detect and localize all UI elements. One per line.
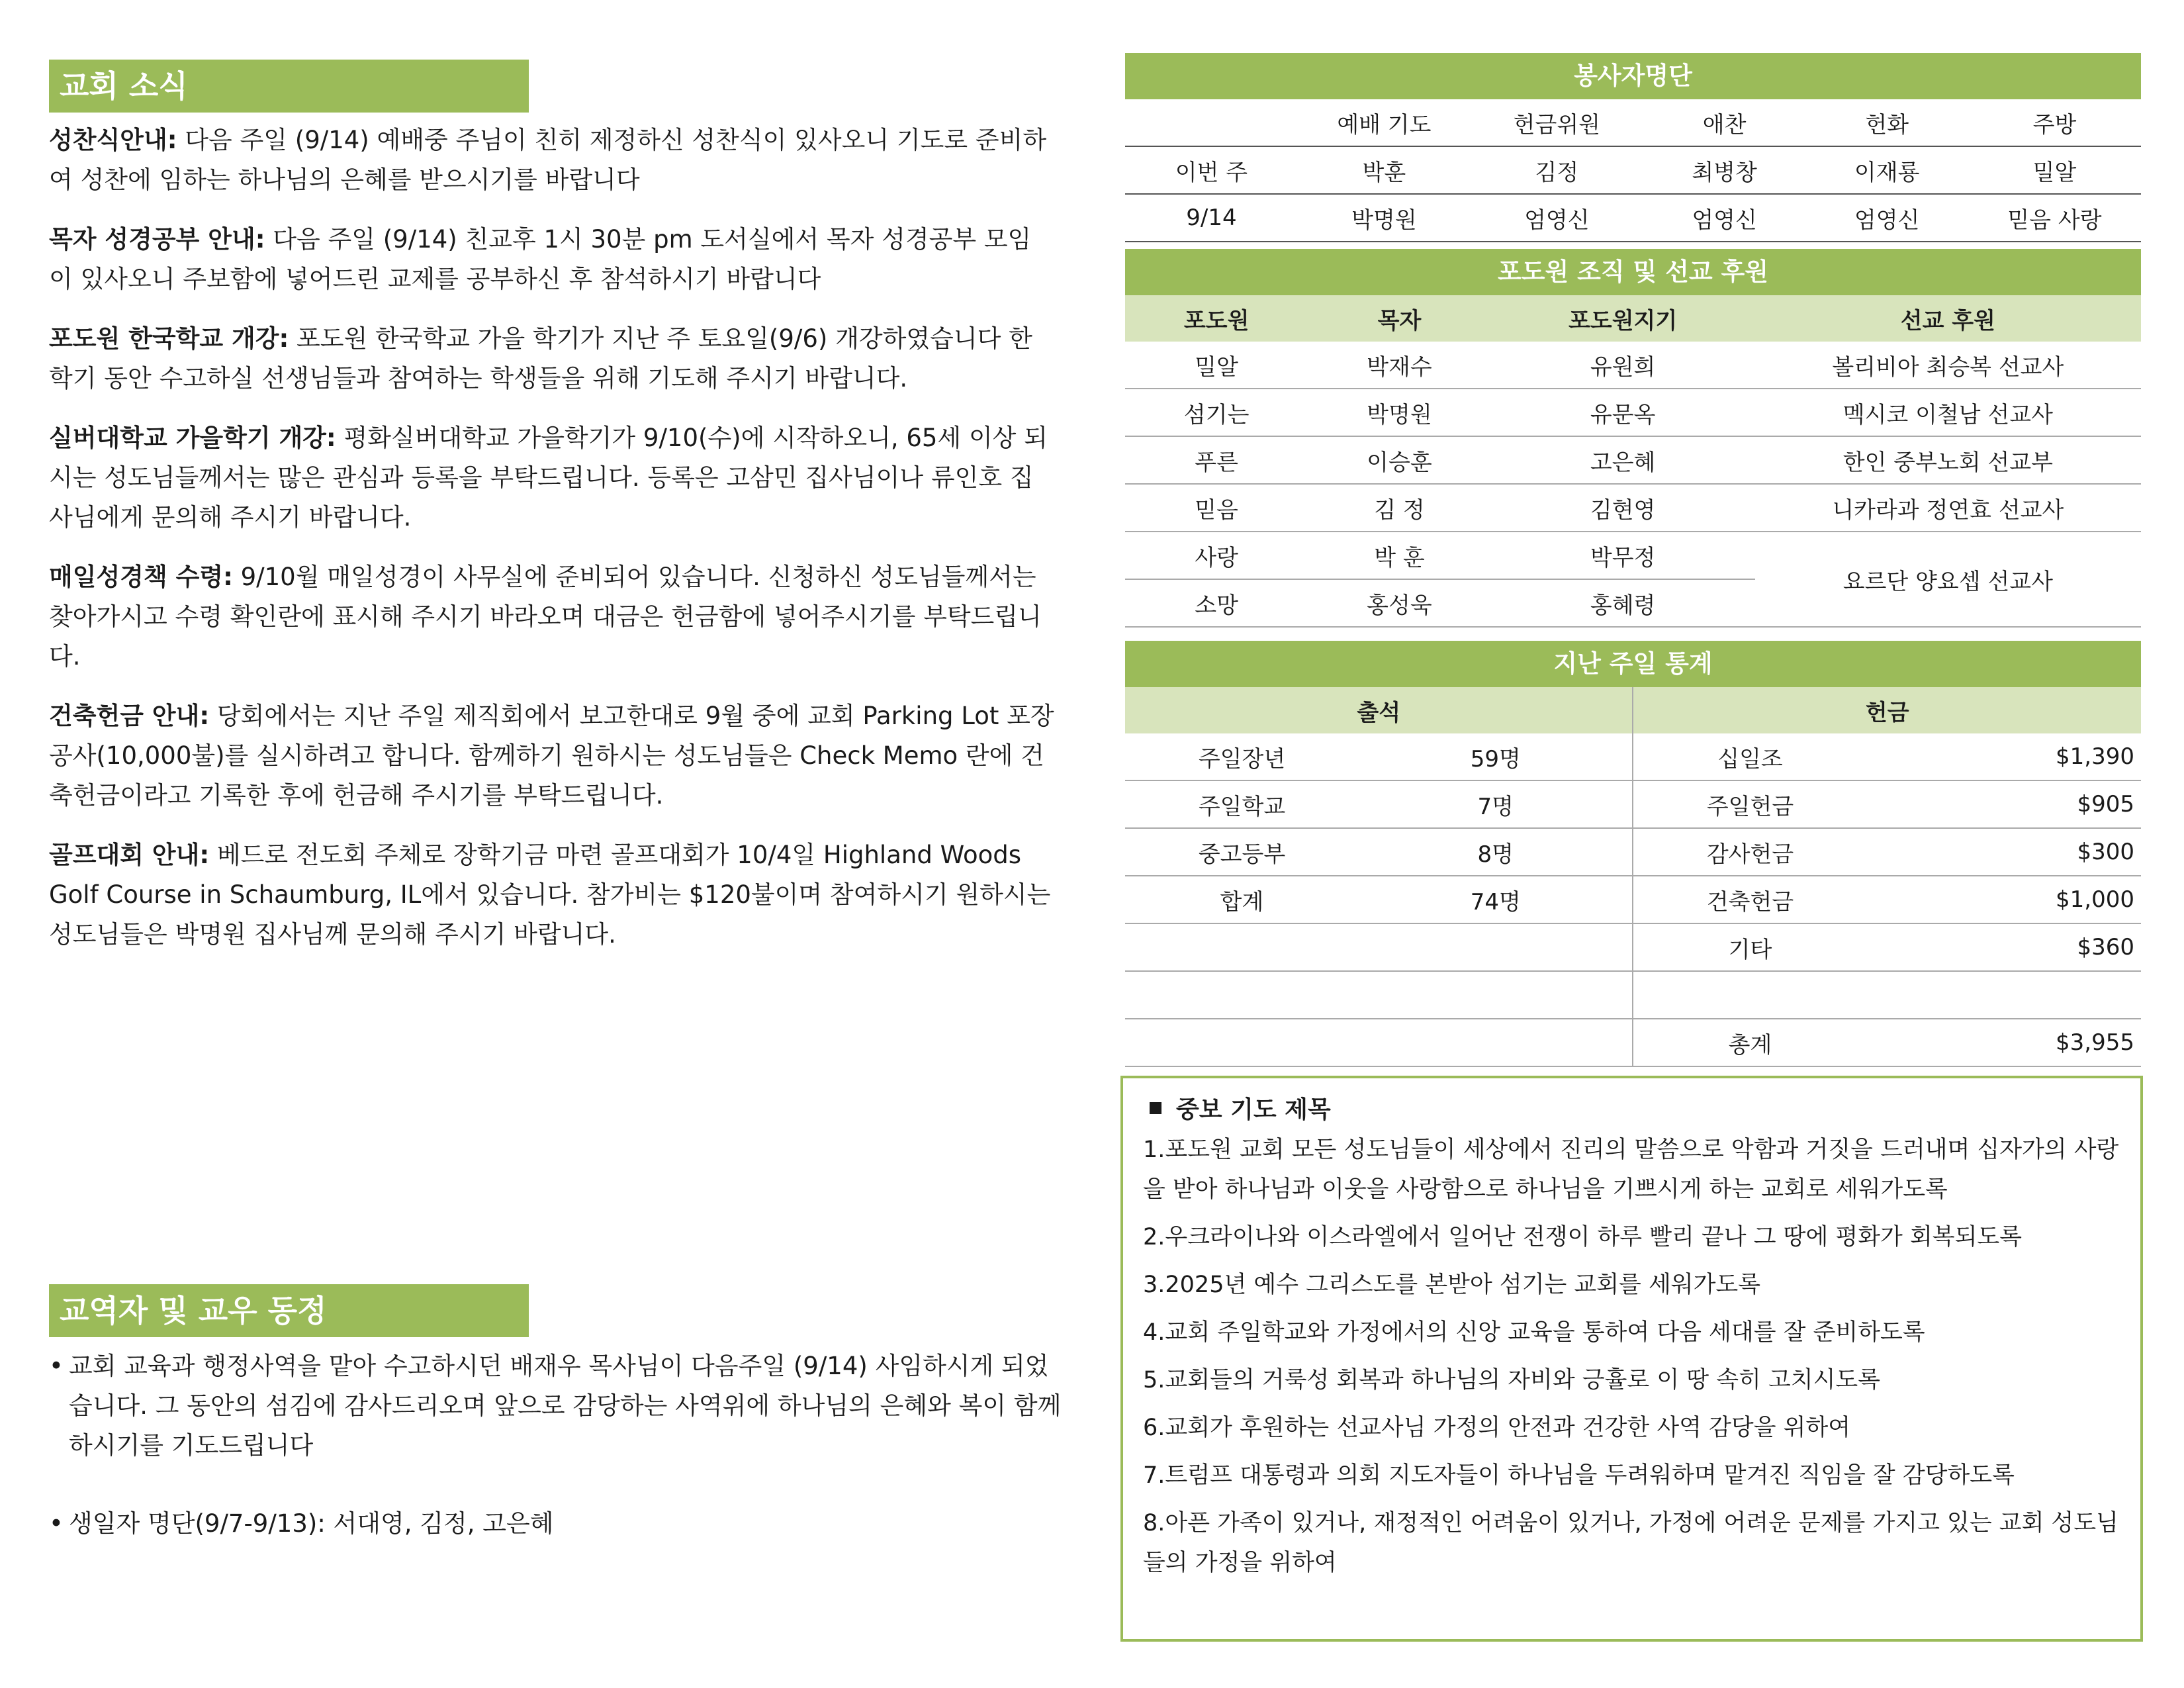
- table-row: [1125, 1019, 2141, 1066]
- offering-header: 헌금: [1633, 687, 2141, 733]
- table-cell: 김 정: [1308, 484, 1490, 532]
- column-header: 포도원지기: [1491, 295, 1755, 342]
- staff-news-section: [49, 1284, 1068, 1582]
- table-cell: 박명원: [1308, 389, 1490, 436]
- table-cell: 이승훈: [1308, 436, 1490, 484]
- offering-value: $300: [1867, 828, 2141, 876]
- table-cell: 니카라과 정연효 선교사: [1755, 484, 2141, 532]
- news-item: [49, 120, 1055, 200]
- prayer-title-text: 중보 기도 제목: [1176, 1096, 1331, 1123]
- offering-label: 십일조: [1633, 733, 1866, 780]
- column-header: 헌화: [1805, 99, 1968, 146]
- news-item: [49, 696, 1055, 816]
- prayer-item: 2.우크라이나와 이스라엘에서 일어난 전쟁이 하루 빨리 끝나 그 땅에 평화가 회복되도록: [1143, 1224, 2023, 1250]
- news-item: [49, 418, 1055, 538]
- grape-table: [1125, 295, 2141, 628]
- attendance-label: [1125, 1019, 1359, 1066]
- table-header-row: [1125, 687, 2141, 733]
- table-header-row: [1125, 99, 2141, 146]
- news-item: [49, 835, 1055, 955]
- news-item-heading: 실버대학교 가을학기 개강:: [49, 424, 336, 452]
- attendance-label: [1125, 923, 1359, 971]
- table-cell: 김정: [1471, 146, 1643, 194]
- table-cell: 박명원: [1298, 194, 1471, 242]
- table-cell: 고은혜: [1491, 436, 1755, 484]
- offering-label: 감사헌금: [1633, 828, 1866, 876]
- prayer-item: 3.2025년 예수 그리스도를 본받아 섬기는 교회를 세워가도록: [1143, 1272, 1761, 1298]
- news-item-body: 포도원 한국학교 가을 학기가 지난 주 토요일(9/6) 개강하였습니다 한학기 동안 수고하실 선생님들과 참여하는 학생들을 위해 기도해 주시기 바랍니다.: [49, 324, 1032, 393]
- prayer-title: [1143, 1090, 2120, 1130]
- offering-total-value: $3,955: [1867, 1019, 2141, 1066]
- table-row: [1125, 146, 2141, 194]
- volunteers-title: 봉사자명단: [1125, 53, 2141, 99]
- attendance-label: 주일장년: [1125, 733, 1359, 780]
- table-cell: 한인 중부노회 선교부: [1755, 436, 2141, 484]
- attendance-header: 출석: [1125, 687, 1633, 733]
- table-cell: 이번 주: [1125, 146, 1298, 194]
- news-item-body: 9/10월 매일성경이 사무실에 준비되어 있습니다. 신청하신 성도님들께서는 찾아가시고 수령 확인란에 표시해 주시기 바라오며 대금은 헌금함에 넣어주시기를 부탁드립니다.: [49, 563, 1042, 671]
- table-row: [1125, 780, 2141, 828]
- news-item-heading: 골프대회 안내:: [49, 841, 210, 869]
- attendance-value: [1359, 971, 1633, 1019]
- news-item-heading: 포도원 한국학교 개강:: [49, 324, 289, 353]
- table-cell: 밀알: [1968, 146, 2141, 194]
- news-item: [49, 319, 1055, 399]
- table-cell: 소망: [1125, 579, 1308, 627]
- column-header: 애찬: [1643, 99, 1806, 146]
- table-row: [1125, 484, 2141, 532]
- attendance-label: [1125, 971, 1359, 1019]
- grape-title: 포도원 조직 및 선교 후원: [1125, 249, 2141, 295]
- table-cell: 엄영신: [1643, 194, 1806, 242]
- prayer-list: [1143, 1130, 2120, 1583]
- table-cell: 최병창: [1643, 146, 1806, 194]
- news-item-heading: 성찬식안내:: [49, 126, 177, 154]
- column-header: 헌금위원: [1471, 99, 1643, 146]
- volunteers-table: [1125, 99, 2141, 242]
- table-cell: 홍혜령: [1491, 579, 1755, 627]
- table-row: [1125, 389, 2141, 436]
- table-row: [1125, 828, 2141, 876]
- table-row: [1125, 436, 2141, 484]
- table-cell: 홍성욱: [1308, 579, 1490, 627]
- table-cell: 볼리비아 최승복 선교사: [1755, 342, 2141, 389]
- prayer-box: [1120, 1076, 2143, 1642]
- table-row: [1125, 923, 2141, 971]
- news-item: [49, 557, 1055, 677]
- table-cell: 유원희: [1491, 342, 1755, 389]
- table-row: [1125, 733, 2141, 780]
- column-header: [1125, 99, 1298, 146]
- news-item-body: 당회에서는 지난 주일 제직회에서 보고한대로 9월 중에 교회 Parking Lot 포장 공사(10,000불)를 실시하려고 합니다. 함께하기 원하시는 성도님들은 Check Memo 란에 건축헌금이라고 기록한 후에 헌금해 주시기를 부탁드립니다.: [49, 702, 1054, 810]
- news-item-heading: 매일성경책 수령:: [49, 563, 233, 591]
- table-header-row: [1125, 295, 2141, 342]
- table-cell: 섬기는: [1125, 389, 1308, 436]
- stats-table: [1125, 687, 2141, 1067]
- prayer-item: 1.포도원 교회 모든 성도님들이 세상에서 진리의 말씀으로 악함과 거짓을 드러내며 십자가의 사랑을 받아 하나님과 이웃을 사랑함으로 하나님을 기쁘시게 하는 교회로 세워가도록: [1143, 1137, 2119, 1203]
- church-news-title: 교회 소식: [49, 60, 529, 113]
- table-row: [1125, 876, 2141, 923]
- news-item-body: 평화실버대학교 가을학기가 9/10(수)에 시작하오니, 65세 이상 되시는 성도님들께서는 많은 관심과 등록을 부탁드립니다. 등록은 고삼민 집사님이나 류인호 집사님에게 문의해 주시기 바랍니다.: [49, 424, 1048, 532]
- attendance-label: 중고등부: [1125, 828, 1359, 876]
- table-cell: 엄영신: [1471, 194, 1643, 242]
- column-header: 목자: [1308, 295, 1490, 342]
- staff-news-title: 교역자 및 교우 동정: [49, 1284, 529, 1337]
- table-cell: 유문옥: [1491, 389, 1755, 436]
- table-row: [1125, 971, 2141, 1019]
- column-header: 예배 기도: [1298, 99, 1471, 146]
- prayer-item: 6.교회가 후원하는 선교사님 가정의 안전과 건강한 사역 감당을 위하여: [1143, 1415, 1851, 1441]
- prayer-item: 5.교회들의 거룩성 회복과 하나님의 자비와 긍휼로 이 땅 속히 고치시도록: [1143, 1367, 1881, 1393]
- attendance-value: 59명: [1359, 733, 1633, 780]
- table-cell: 김현영: [1491, 484, 1755, 532]
- attendance-value: 7명: [1359, 780, 1633, 828]
- table-cell: 박 훈: [1308, 532, 1490, 579]
- prayer-item: 8.아픈 가족이 있거나, 재정적인 어려움이 있거나, 가정에 어려운 문제를 가지고 있는 교회 성도님들의 가정을 위하여: [1143, 1510, 2118, 1576]
- news-item-body: 다음 주일 (9/14) 친교후 1시 30분 pm 도서실에서 목자 성경공부 모임이 있사오니 주보함에 넣어드린 교제를 공부하신 후 참석하시기 바랍니다: [49, 225, 1032, 293]
- table-cell: 9/14: [1125, 194, 1298, 242]
- table-cell: 박무정: [1491, 532, 1755, 579]
- table-cell: 사랑: [1125, 532, 1308, 579]
- prayer-item: 4.교회 주일학교와 가정에서의 신앙 교육을 통하여 다음 세대를 잘 준비하도록: [1143, 1319, 1925, 1346]
- offering-total-label: 총계: [1633, 1019, 1866, 1066]
- news-list: [49, 120, 1055, 955]
- offering-value: $905: [1867, 780, 2141, 828]
- offering-label: [1633, 971, 1866, 1019]
- table-cell: 푸른: [1125, 436, 1308, 484]
- column-header: 포도원: [1125, 295, 1308, 342]
- offering-value: $360: [1867, 923, 2141, 971]
- table-cell: 이재룡: [1805, 146, 1968, 194]
- stats-title: 지난 주일 통계: [1125, 641, 2141, 687]
- table-row: [1125, 532, 2141, 579]
- offering-label: 주일헌금: [1633, 780, 1866, 828]
- church-news-section: [49, 60, 1055, 974]
- offering-value: $1,000: [1867, 876, 2141, 923]
- news-item-heading: 목자 성경공부 안내:: [49, 225, 265, 254]
- table-cell: 밀알: [1125, 342, 1308, 389]
- table-cell: 엄영신: [1805, 194, 1968, 242]
- table-cell: 박훈: [1298, 146, 1471, 194]
- staff-news-list: [49, 1346, 1068, 1544]
- news-item-body: 베드로 전도회 주체로 장학기금 마련 골프대회가 10/4일 Highland Woods Golf Course in Schaumburg, IL에서 있습니다. 참가비는 $120불이며 참여하시기 원하시는 성도님들은 박명원 집사님께 문의해 주시기 바랍니다.: [49, 841, 1051, 949]
- table-row: [1125, 342, 2141, 389]
- prayer-item: 7.트럼프 대통령과 의회 지도자들이 하나님을 두려워하며 맡겨진 직임을 잘 감당하도록: [1143, 1462, 2015, 1489]
- attendance-value: [1359, 923, 1633, 971]
- table-cell: 박재수: [1308, 342, 1490, 389]
- attendance-value: 8명: [1359, 828, 1633, 876]
- right-column: [1125, 53, 2141, 1067]
- attendance-value: 74명: [1359, 876, 1633, 923]
- attendance-value: [1359, 1019, 1633, 1066]
- offering-label: 기타: [1633, 923, 1866, 971]
- offering-value: [1867, 971, 2141, 1019]
- staff-news-item: • 교회 교육과 행정사역을 맡아 수고하시던 배재우 목사님이 다음주일 (9/14) 사임하시게 되었습니다. 그 동안의 섬김에 감사드리오며 앞으로 감당하는 사역위에 하나님의 은혜와 복이 함께하시기를 기도드립니다: [49, 1346, 1068, 1466]
- news-item-body: 다음 주일 (9/14) 예배중 주님이 친히 제정하신 성찬식이 있사오니 기도로 준비하여 성찬에 임하는 하나님의 은혜를 받으시기를 바랍니다: [49, 126, 1047, 194]
- square-bullet-icon: [1150, 1102, 1161, 1114]
- offering-value: $1,390: [1867, 733, 2141, 780]
- news-item: [49, 220, 1055, 299]
- column-header: 주방: [1968, 99, 2141, 146]
- table-cell-merged: 요르단 양요셉 선교사: [1755, 532, 2141, 627]
- table-cell: 믿음 사랑: [1968, 194, 2141, 242]
- table-cell: 믿음: [1125, 484, 1308, 532]
- offering-label: 건축헌금: [1633, 876, 1866, 923]
- news-item-heading: 건축헌금 안내:: [49, 702, 210, 730]
- table-row: [1125, 194, 2141, 242]
- staff-news-item: • 생일자 명단(9/7-9/13): 서대영, 김정, 고은혜: [49, 1504, 1068, 1544]
- table-cell: 멕시코 이철남 선교사: [1755, 389, 2141, 436]
- attendance-label: 주일학교: [1125, 780, 1359, 828]
- attendance-label: 합계: [1125, 876, 1359, 923]
- column-header: 선교 후원: [1755, 295, 2141, 342]
